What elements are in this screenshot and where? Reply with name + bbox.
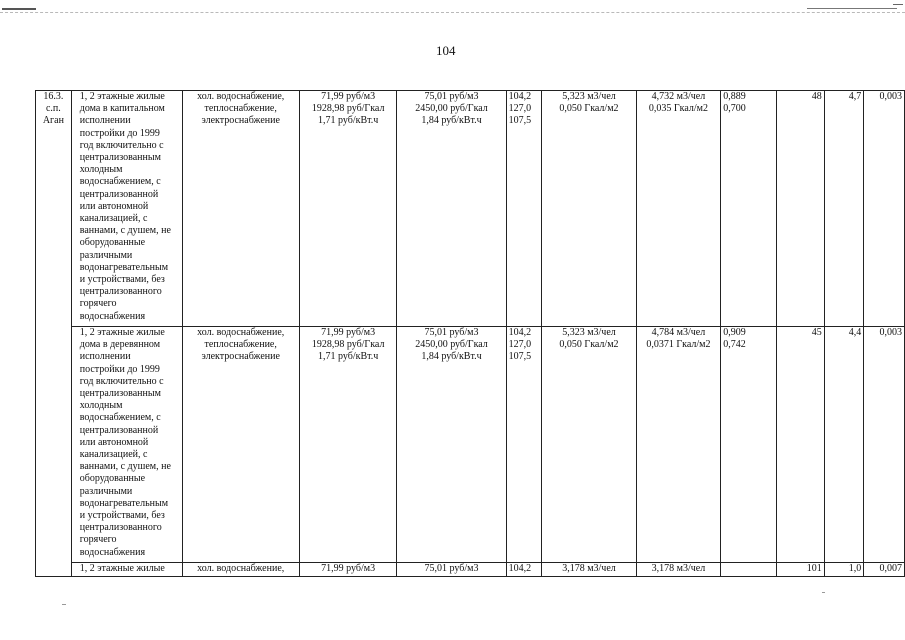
norm-new-cell <box>636 563 721 577</box>
housing-description-cell-line: ваннами, с душем, не <box>79 461 171 473</box>
housing-description-cell-line: или автономной <box>79 436 149 448</box>
tariff-new-cell-line: 75,01 руб/м3 <box>424 563 479 574</box>
housing-description-cell-line: 1, 2 этажные жилые <box>79 91 165 102</box>
housing-description-cell-line: водонагревательным <box>79 497 169 509</box>
services-cell-line: хол. водоснабжение, <box>197 327 285 338</box>
norm-current-cell <box>542 91 636 327</box>
housing-description-cell-line: канализацией, с <box>79 449 148 461</box>
housing-description-cell-line: дома в деревянном <box>79 339 161 351</box>
tariff-new-cell-line: 75,01 руб/м3 <box>424 91 479 102</box>
housing-description-cell-line: 1, 2 этажные жилые <box>79 327 165 338</box>
tariff-new-cell <box>397 563 506 577</box>
growth-percent-cell-line: 104,2 <box>508 91 532 102</box>
tariff-new-cell-line: 2450,00 руб/Гкал <box>415 339 488 351</box>
scan-header-strip <box>0 0 905 13</box>
table-row <box>36 563 905 577</box>
housing-description-cell-line: централизованной <box>79 188 159 200</box>
tariff-current-cell-line: 1928,98 руб/Гкал <box>311 103 385 115</box>
growth-percent-cell-line: 127,0 <box>508 103 532 115</box>
services-cell-line: хол. водоснабжение, <box>197 563 285 574</box>
housing-description-cell-line: водоснабжения <box>79 310 146 322</box>
growth-percent-cell <box>506 563 542 577</box>
tariff-current-cell-line: 1,71 руб/кВт.ч <box>318 115 379 127</box>
housing-description-cell-line: централизованной <box>79 424 159 436</box>
tariff-new-cell-line: 2450,00 руб/Гкал <box>415 103 488 115</box>
norm-current-cell-line: 0,050 Гкал/м2 <box>559 339 619 351</box>
housing-description-cell-line: централизованным <box>79 152 161 164</box>
norm-current-cell-line: 5,323 м3/чел <box>562 327 616 338</box>
housing-description-cell-line: водоснабжением, с <box>79 412 161 424</box>
housing-description-cell-line: канализацией, с <box>79 213 148 225</box>
housing-description-cell-line: дома в капитальном <box>79 103 165 115</box>
housing-description-cell-line: исполнении <box>79 351 131 363</box>
tariff-current-cell-line: 1,71 руб/кВт.ч <box>318 351 379 363</box>
scan-mark-left <box>2 8 36 10</box>
norm-new-cell-line: 4,732 м3/чел <box>651 91 706 102</box>
housing-description-cell-line: водоснабжения <box>79 546 146 558</box>
services-cell-line: электроснабжение <box>201 351 280 363</box>
growth-percent-cell-line: 107,5 <box>508 115 532 127</box>
housing-description-cell-line: водонагревательным <box>79 261 169 273</box>
housing-description-cell-line: различными <box>79 485 133 497</box>
norm-new-cell <box>636 91 721 327</box>
coefficient-cell-line: 0,889 <box>723 91 746 102</box>
value-c-cell: 0,003 <box>864 91 905 327</box>
housing-description-cell-line: год включительно с <box>79 139 164 151</box>
norm-new-cell <box>636 327 721 563</box>
value-a-cell: 45 <box>776 327 824 563</box>
growth-percent-cell-line: 127,0 <box>508 339 532 351</box>
settlement-name: Аган <box>42 115 64 127</box>
housing-description-cell-line: или автономной <box>79 200 149 212</box>
norm-current-cell-line: 5,323 м3/чел <box>562 91 616 102</box>
coefficient-cell-line: 0,909 <box>723 327 746 338</box>
tariff-current-cell <box>299 91 397 327</box>
housing-description-cell-line: холодным <box>79 400 123 412</box>
value-b-cell: 1,0 <box>824 563 863 577</box>
scan-mark-corner <box>893 4 903 5</box>
housing-description-cell-line: год включительно с <box>79 375 164 387</box>
growth-percent-cell-line: 104,2 <box>508 563 532 574</box>
tariff-current-cell-line: 71,99 руб/м3 <box>321 563 376 574</box>
value-a-cell: 101 <box>776 563 824 577</box>
housing-description-cell-line: централизованного <box>79 286 162 298</box>
housing-description-cell-line: централизованным <box>79 388 161 400</box>
tariff-new-cell <box>397 91 506 327</box>
coefficient-cell-line: 0,742 <box>723 339 746 351</box>
housing-description-cell <box>71 563 182 577</box>
growth-percent-cell-line: 107,5 <box>508 351 532 363</box>
housing-description-cell-line: горячего <box>79 298 117 310</box>
housing-description-cell <box>71 327 182 563</box>
tariff-current-cell-line: 71,99 руб/м3 <box>321 91 376 102</box>
services-cell-line: электроснабжение <box>201 115 280 127</box>
housing-description-cell-line: водоснабжением, с <box>79 176 161 188</box>
housing-description-cell-line: ваннами, с душем, не <box>79 225 171 237</box>
scan-speck <box>822 592 825 593</box>
housing-description-cell-line: исполнении <box>79 115 131 127</box>
table-row <box>36 91 905 327</box>
row-number: 16.3. <box>43 91 64 102</box>
tariff-current-cell-line: 1928,98 руб/Гкал <box>311 339 385 351</box>
tariff-new-cell <box>397 327 506 563</box>
tariff-table <box>35 90 905 577</box>
value-b-cell: 4,4 <box>824 327 863 563</box>
norm-new-cell-line: 4,784 м3/чел <box>651 327 706 338</box>
housing-description-cell-line: оборудованные <box>79 237 146 249</box>
tariff-current-cell-line: 71,99 руб/м3 <box>321 327 376 338</box>
table-row <box>36 327 905 563</box>
settlement-name: с.п. <box>45 103 61 115</box>
services-cell-line: теплоснабжение, <box>204 103 277 115</box>
services-cell <box>182 563 299 577</box>
norm-current-cell-line: 0,050 Гкал/м2 <box>559 103 619 115</box>
housing-description-cell-line: холодным <box>79 164 123 176</box>
housing-description-cell-line: 1, 2 этажные жилые <box>79 563 165 574</box>
growth-percent-cell <box>506 91 542 327</box>
coefficient-cell-line: 0,700 <box>723 103 746 115</box>
norm-new-cell-line: 0,0371 Гкал/м2 <box>646 339 711 351</box>
value-c-cell: 0,007 <box>864 563 905 577</box>
row-number-cell <box>36 91 72 577</box>
services-cell <box>182 91 299 327</box>
norm-new-cell-line: 0,035 Гкал/м2 <box>648 103 708 115</box>
services-cell <box>182 327 299 563</box>
services-cell-line: теплоснабжение, <box>204 339 277 351</box>
page-number: 104 <box>436 43 456 58</box>
norm-current-cell-line: 3,178 м3/чел <box>562 563 616 574</box>
housing-description-cell-line: и устройствами, без <box>79 510 165 522</box>
growth-percent-cell-line: 104,2 <box>508 327 532 338</box>
housing-description-cell-line: горячего <box>79 534 117 546</box>
housing-description-cell-line: постройки до 1999 <box>79 363 160 375</box>
tariff-new-cell-line: 1,84 руб/кВт.ч <box>421 115 482 127</box>
tariff-new-cell-line: 75,01 руб/м3 <box>424 327 479 338</box>
housing-description-cell-line: централизованного <box>79 522 162 534</box>
housing-description-cell <box>71 91 182 327</box>
housing-description-cell-line: различными <box>79 249 133 261</box>
norm-current-cell <box>542 563 636 577</box>
norm-new-cell-line: 3,178 м3/чел <box>651 563 706 574</box>
coefficient-cell <box>721 563 776 577</box>
tariff-current-cell <box>299 327 397 563</box>
value-b-cell: 4,7 <box>824 91 863 327</box>
services-cell-line: хол. водоснабжение, <box>197 91 285 102</box>
tariff-current-cell <box>299 563 397 577</box>
housing-description-cell-line: постройки до 1999 <box>79 127 160 139</box>
scan-mark-right <box>807 8 897 9</box>
tariff-new-cell-line: 1,84 руб/кВт.ч <box>421 351 482 363</box>
coefficient-cell <box>721 91 776 327</box>
value-a-cell: 48 <box>776 91 824 327</box>
value-c-cell: 0,003 <box>864 327 905 563</box>
growth-percent-cell <box>506 327 542 563</box>
coefficient-cell <box>721 327 776 563</box>
scan-speck <box>62 604 66 605</box>
housing-description-cell-line: и устройствами, без <box>79 274 165 286</box>
housing-description-cell-line: оборудованные <box>79 473 146 485</box>
norm-current-cell <box>542 327 636 563</box>
